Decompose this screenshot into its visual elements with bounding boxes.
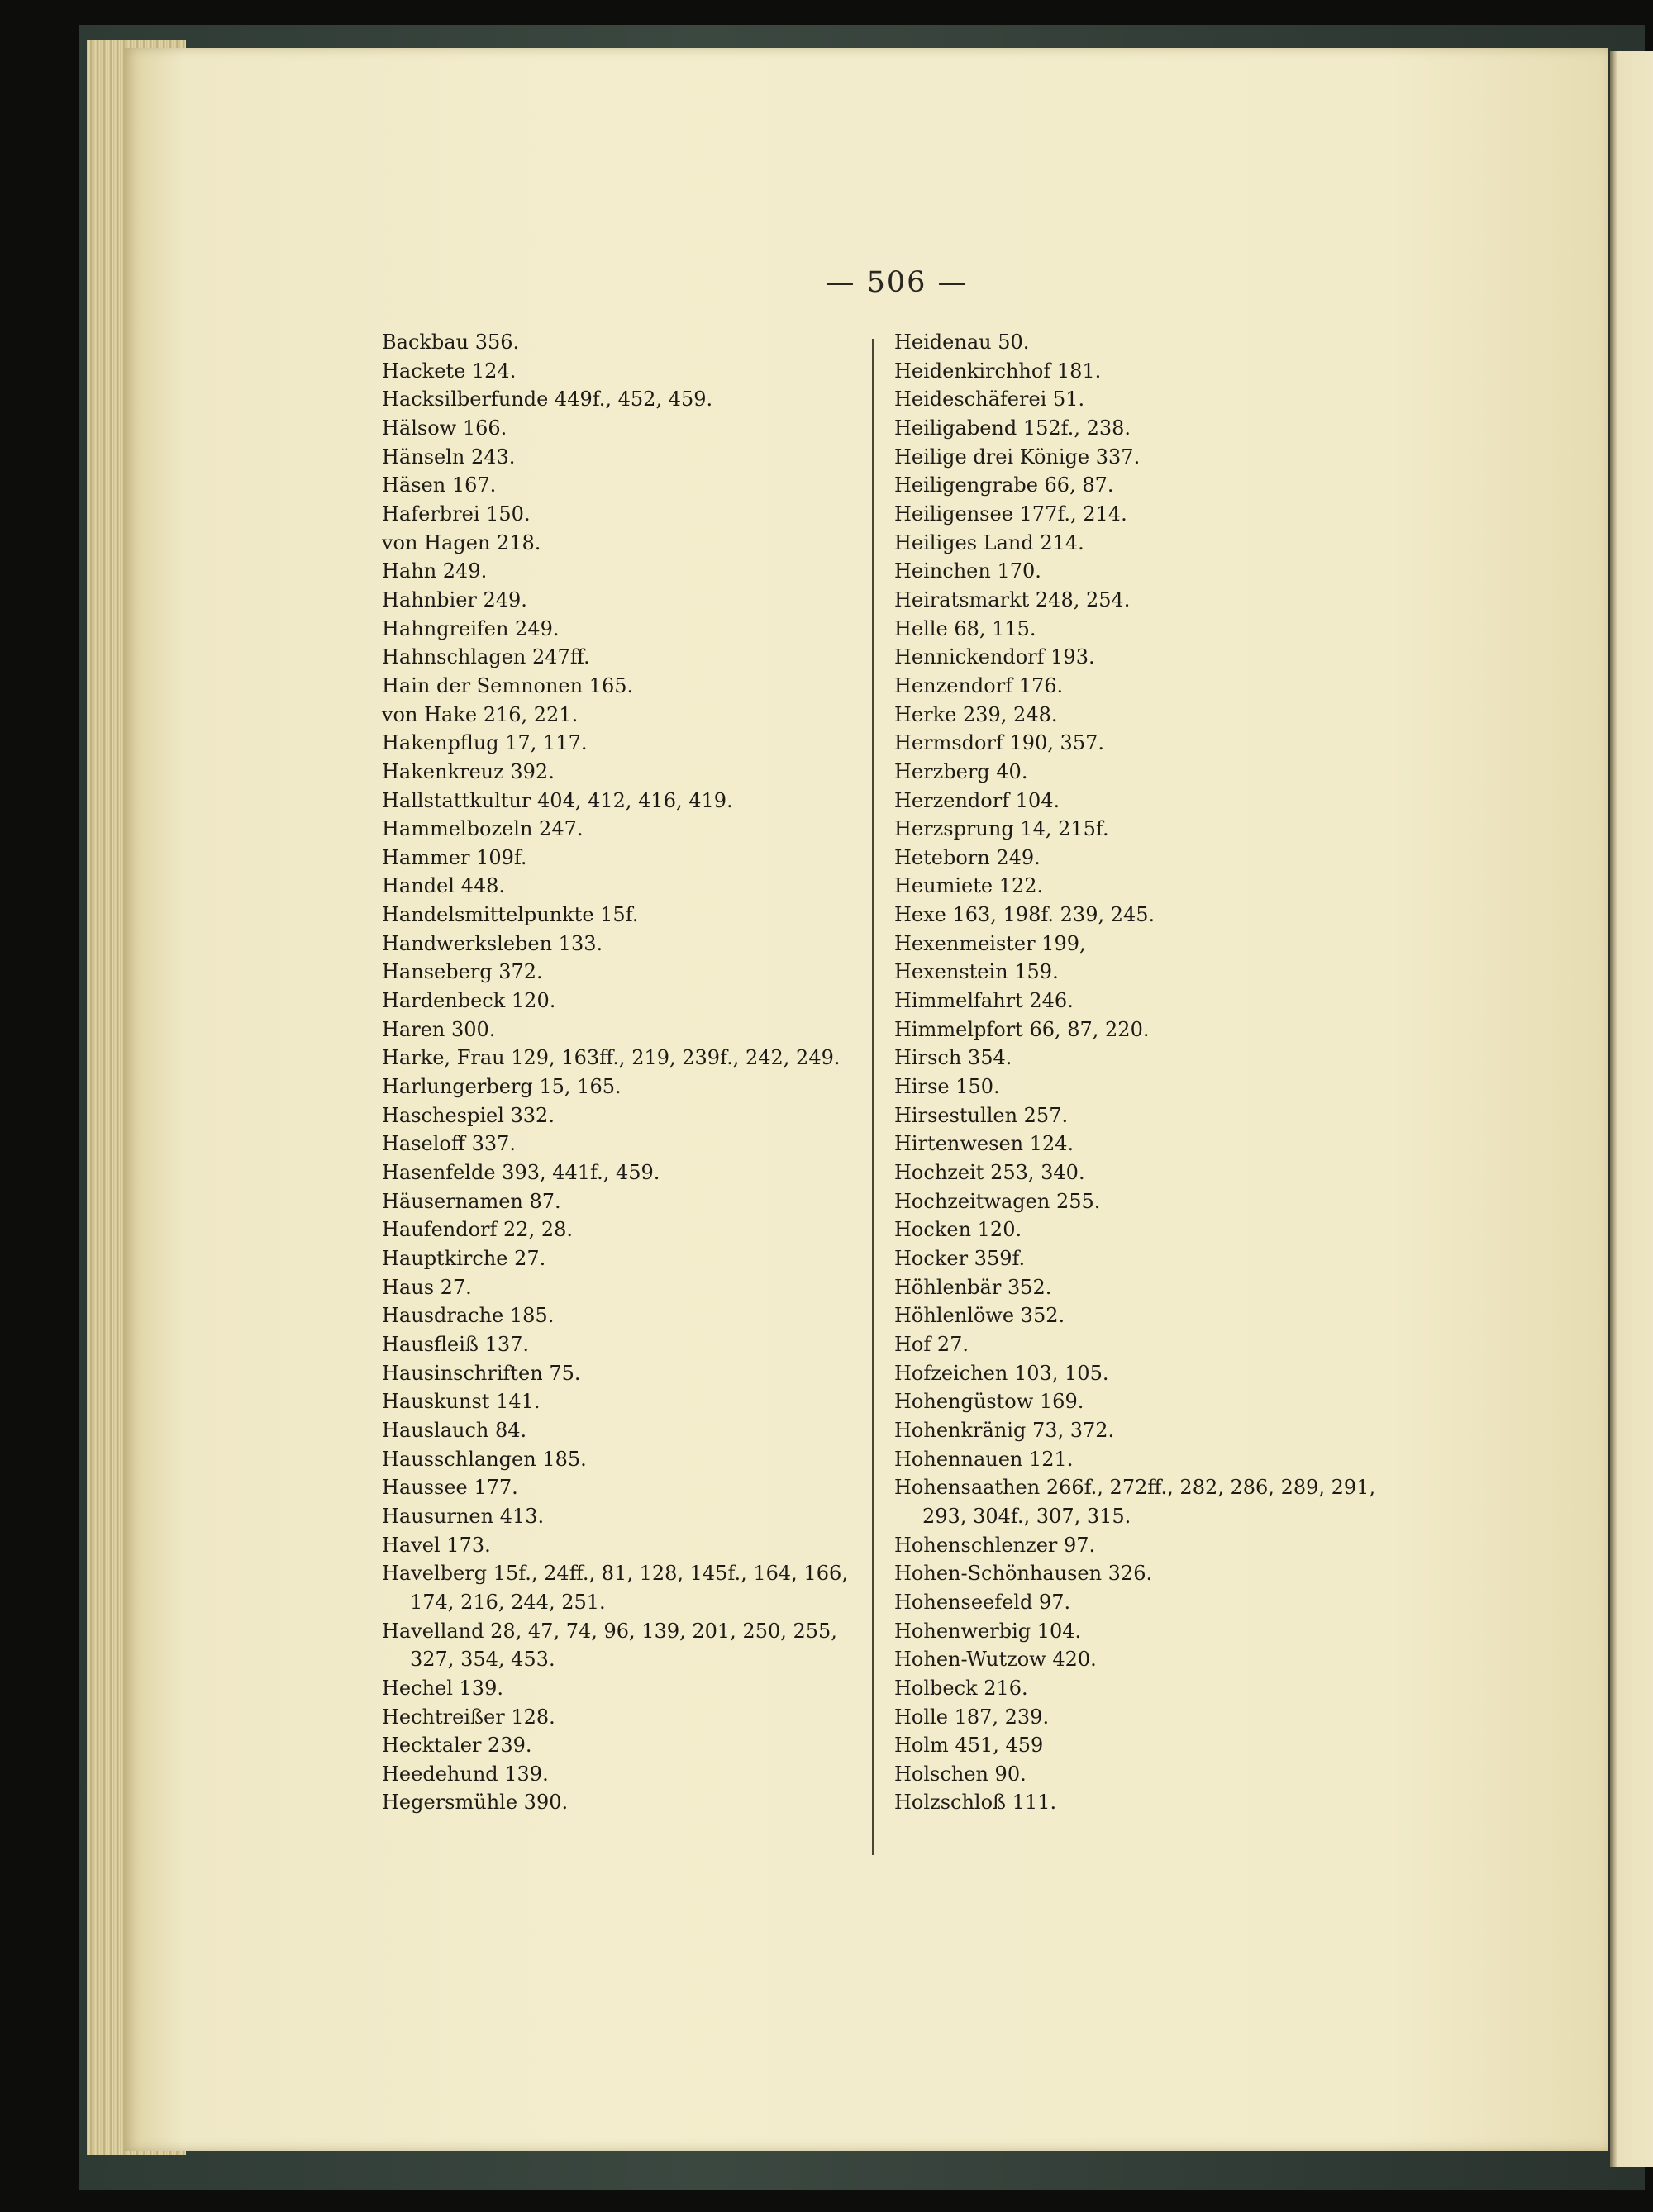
index-entry: Hammelbozeln 247.	[382, 817, 584, 841]
index-entry: Haus 27.	[382, 1275, 472, 1299]
index-entry: Haschespiel 332.	[382, 1103, 555, 1127]
index-entry: Hanseberg 372.	[382, 960, 543, 984]
index-entry: Heiligensee 177f., 214.	[894, 502, 1127, 526]
index-entry: Haferbrei 150.	[382, 502, 531, 526]
index-entry: Hardenbeck 120.	[382, 989, 556, 1013]
index-entry: Backbau 356.	[382, 331, 520, 354]
index-entry: Hackete 124.	[382, 359, 517, 383]
index-entry: Hallstattkultur 404, 412, 416, 419.	[382, 788, 733, 812]
index-entry: Harlungerberg 15, 165.	[382, 1075, 622, 1099]
index-entry: Häusernamen 87.	[382, 1189, 561, 1213]
index-entry: Heideschäferei 51.	[894, 388, 1085, 411]
index-entry-continuation: 174, 216, 244, 251.	[410, 1590, 606, 1614]
index-entry: Heiratsmarkt 248, 254.	[894, 587, 1131, 611]
index-entry: Havel 173.	[382, 1533, 491, 1557]
index-entry: Handel 448.	[382, 874, 506, 898]
index-entry: Hahn 249.	[382, 559, 488, 583]
index-entry: Heinchen 170.	[894, 559, 1041, 583]
index-entry: Haseloff 337.	[382, 1132, 516, 1156]
index-entry: von Hake 216, 221.	[382, 702, 579, 726]
index-entry: Havelland 28, 47, 74, 96, 139, 201, 250, 255,	[382, 1619, 837, 1643]
index-entry: Hohenkränig 73, 372.	[894, 1418, 1115, 1442]
index-entry: Hohen-Wutzow 420.	[894, 1648, 1097, 1672]
index-entry: Harke, Frau 129, 163ff., 219, 239f., 242, 249.	[382, 1046, 841, 1070]
index-entry: Holm 451, 459	[894, 1734, 1044, 1758]
index-entry: Hohenwerbig 104.	[894, 1619, 1082, 1643]
index-entry: Hohengüstow 169.	[894, 1390, 1084, 1414]
index-column-right	[894, 328, 1423, 1817]
index-entry: Hahngreifen 249.	[382, 616, 560, 640]
index-entry: Häsen 167.	[382, 473, 497, 497]
index-entry: Hermsdorf 190, 357.	[894, 731, 1104, 755]
index-entry: Hahnschlagen 247ff.	[382, 645, 590, 669]
index-entry: Hammer 109f.	[382, 845, 527, 869]
index-entry: Hohennauen 121.	[894, 1447, 1074, 1471]
index-entry: Hocker 359f.	[894, 1247, 1026, 1270]
index-entry: Hechel 139.	[382, 1676, 503, 1700]
index-entry: Himmelpfort 66, 87, 220.	[894, 1017, 1150, 1041]
index-entry: Heidenkirchhof 181.	[894, 359, 1102, 383]
index-entry: Haufendorf 22, 28.	[382, 1218, 573, 1242]
index-entry: Heumiete 122.	[894, 874, 1044, 898]
index-entry: Hakenkreuz 392.	[382, 759, 555, 783]
index-entry: Hausfleiß 137.	[382, 1332, 529, 1356]
index-column-left	[382, 328, 878, 1817]
index-entry: Hasenfelde 393, 441f., 459.	[382, 1161, 660, 1185]
index-entry: Herzsprung 14, 215f.	[894, 817, 1109, 841]
index-entry-continuation: 327, 354, 453.	[410, 1648, 555, 1672]
index-entry: Holbeck 216.	[894, 1676, 1028, 1700]
index-entry: Hexe 163, 198f. 239, 245.	[894, 903, 1155, 927]
index-entry: Hauslauch 84.	[382, 1418, 527, 1442]
index-entry: Hecktaler 239.	[382, 1734, 532, 1758]
index-entry: Hain der Semnonen 165.	[382, 673, 634, 697]
index-entry: Henzendorf 176.	[894, 673, 1064, 697]
index-entry: Hirse 150.	[894, 1075, 1000, 1099]
index-entry: Hausschlangen 185.	[382, 1447, 587, 1471]
index-entry: Holle 187, 239.	[894, 1705, 1050, 1729]
index-entry: Hochzeit 253, 340.	[894, 1161, 1085, 1185]
page-number: — 506 —	[825, 266, 969, 299]
index-entry: Hohen-Schönhausen 326.	[894, 1562, 1153, 1586]
index-entry: Heiligabend 152f., 238.	[894, 416, 1131, 440]
column-divider	[872, 339, 874, 1855]
index-entry: Heilige drei Könige 337.	[894, 445, 1141, 469]
index-entry: Höhlenlöwe 352.	[894, 1304, 1065, 1328]
index-entry: Herzberg 40.	[894, 759, 1028, 783]
index-entry: Hahnbier 249.	[382, 587, 527, 611]
index-entry: Holzschloß 111.	[894, 1791, 1057, 1815]
index-entry-continuation: 293, 304f., 307, 315.	[922, 1504, 1131, 1528]
index-entry: Hohenschlenzer 97.	[894, 1533, 1096, 1557]
index-entry: Heedehund 139.	[382, 1762, 549, 1786]
index-entry: Handelsmittelpunkte 15f.	[382, 903, 639, 927]
index-entry: Hänseln 243.	[382, 445, 516, 469]
index-entry: Handwerksleben 133.	[382, 931, 603, 955]
index-entry: Hirtenwesen 124.	[894, 1132, 1074, 1156]
index-entry: Hauptkirche 27.	[382, 1247, 546, 1270]
index-entry: Haussee 177.	[382, 1476, 518, 1500]
index-entry: Hausurnen 413.	[382, 1504, 545, 1528]
index-entry: Hof 27.	[894, 1332, 969, 1356]
index-entry: Helle 68, 115.	[894, 616, 1036, 640]
index-entry: Hocken 120.	[894, 1218, 1022, 1242]
index-entry: Hälsow 166.	[382, 416, 507, 440]
index-entry: Hechtreißer 128.	[382, 1705, 555, 1729]
index-entry: Hirsestullen 257.	[894, 1103, 1069, 1127]
index-entry: Hauskunst 141.	[382, 1390, 541, 1414]
index-entry: von Hagen 218.	[382, 530, 541, 554]
index-entry: Haren 300.	[382, 1017, 496, 1041]
index-entry: Hirsch 354.	[894, 1046, 1012, 1070]
index-entry: Holschen 90.	[894, 1762, 1027, 1786]
index-entry: Hohensaathen 266f., 272ff., 282, 286, 289, 291,	[894, 1476, 1376, 1500]
index-entry: Höhlenbär 352.	[894, 1275, 1052, 1299]
index-entry: Havelberg 15f., 24ff., 81, 128, 145f., 164, 166,	[382, 1562, 848, 1586]
index-entry: Himmelfahrt 246.	[894, 989, 1074, 1013]
index-entry: Hakenpflug 17, 117.	[382, 731, 588, 755]
facing-page-edge	[1610, 51, 1653, 2167]
index-entry: Heteborn 249.	[894, 845, 1041, 869]
index-entry: Hohenseefeld 97.	[894, 1590, 1071, 1614]
index-entry: Hexenmeister 199,	[894, 931, 1086, 955]
index-entry: Hofzeichen 103, 105.	[894, 1361, 1109, 1385]
index-entry: Hausdrache 185.	[382, 1304, 555, 1328]
index-entry: Hacksilberfunde 449f., 452, 459.	[382, 388, 713, 411]
index-entry: Heiligengrabe 66, 87.	[894, 473, 1114, 497]
index-entry: Herzendorf 104.	[894, 788, 1060, 812]
index-entry: Hennickendorf 193.	[894, 645, 1095, 669]
index-entry: Hochzeitwagen 255.	[894, 1189, 1101, 1213]
index-entry: Hausinschriften 75.	[382, 1361, 581, 1385]
index-entry: Heidenau 50.	[894, 331, 1030, 354]
index-entry: Hexenstein 159.	[894, 960, 1059, 984]
index-entry: Hegersmühle 390.	[382, 1791, 569, 1815]
index-entry: Herke 239, 248.	[894, 702, 1058, 726]
index-entry: Heiliges Land 214.	[894, 530, 1084, 554]
